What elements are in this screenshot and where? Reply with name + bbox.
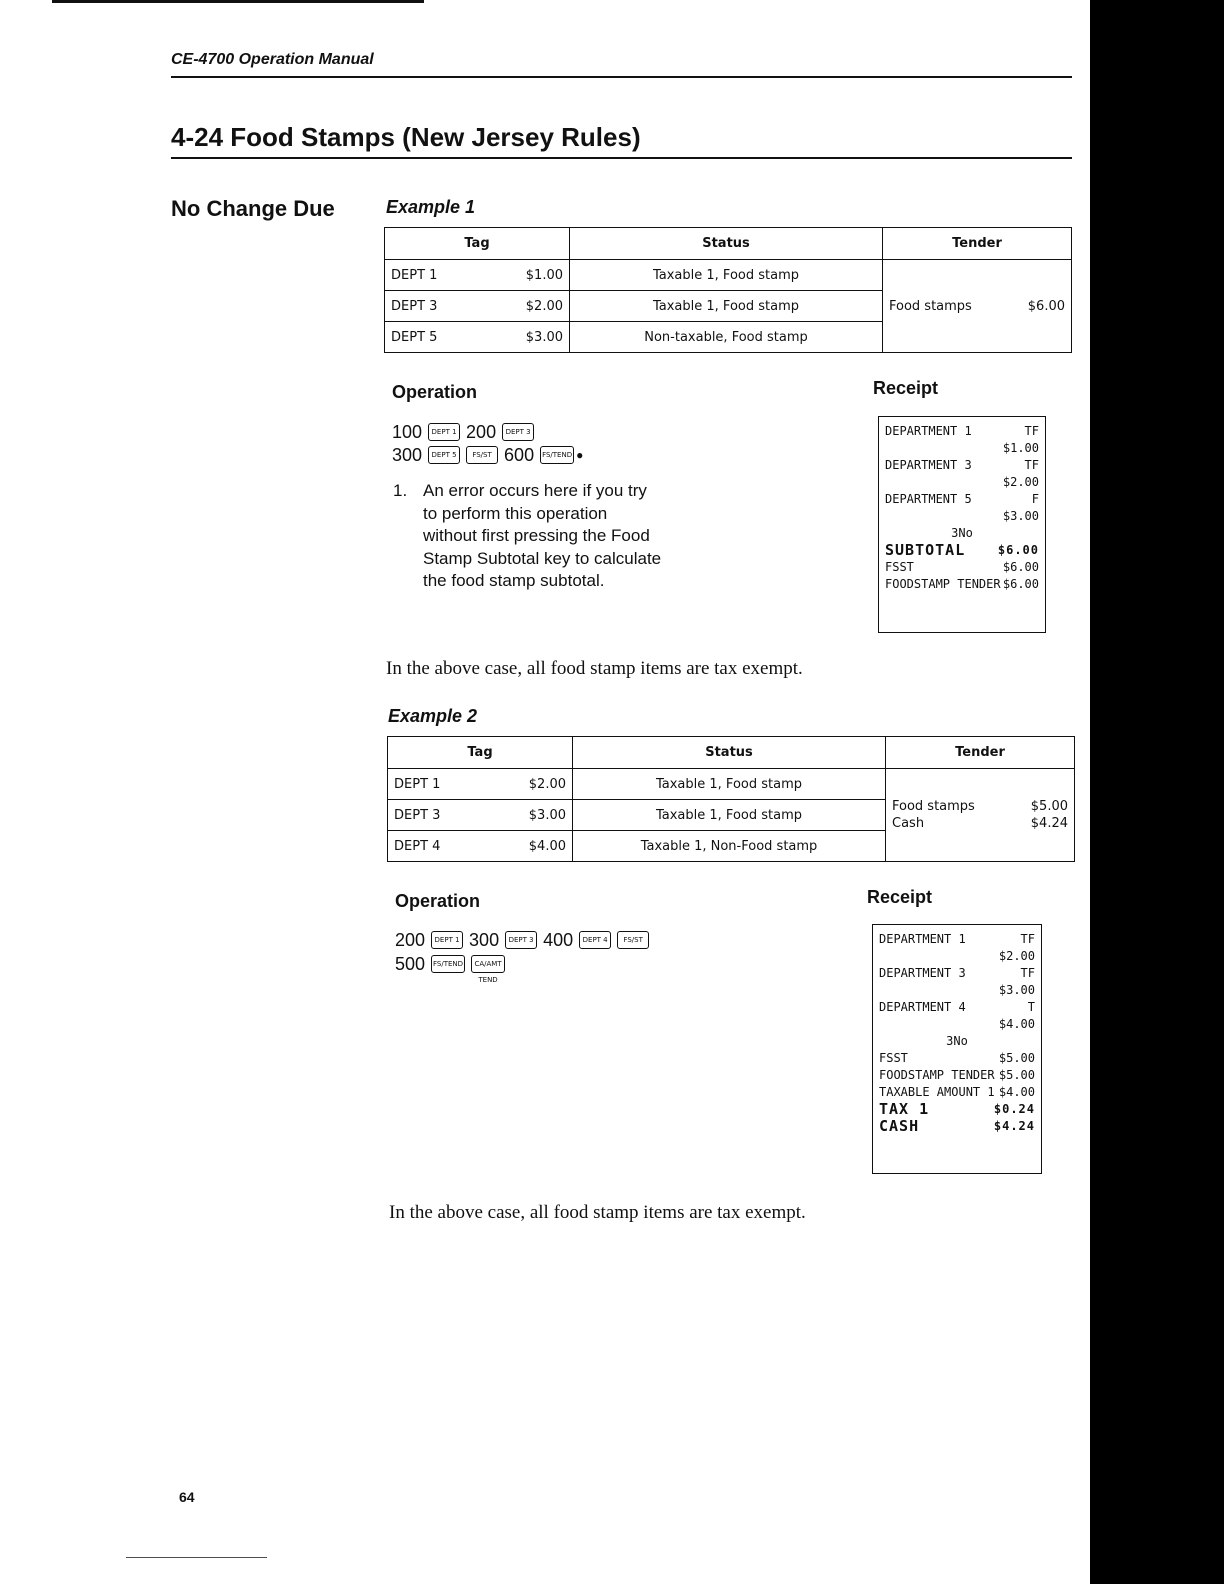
example-2-footnote: In the above case, all food stamp items are tax exempt. <box>389 1202 806 1223</box>
receipt-line-value: $4.00 <box>998 1017 1035 1031</box>
dept-amount: $3.00 <box>525 329 563 345</box>
status-cell: Taxable 1, Food stamp <box>570 291 883 322</box>
receipt-line-label: FOODSTAMP TENDER <box>879 1068 995 1082</box>
receipt-line <box>879 931 1035 948</box>
receipt-line <box>885 525 1039 542</box>
receipt-line-label: DEPARTMENT 5 <box>885 492 972 506</box>
tender-label: Food stamps <box>889 298 972 314</box>
receipt-line <box>879 982 1035 999</box>
operation-heading: Operation <box>392 382 478 402</box>
receipt-line-value: $1.00 <box>1002 441 1039 455</box>
receipt-line <box>885 423 1039 440</box>
receipt-line-value: $3.00 <box>998 983 1035 997</box>
dept-5-key-icon: DEPT 5 <box>428 446 460 464</box>
dept-label: DEPT 1 <box>391 267 438 283</box>
dept-1-key-icon: DEPT 1 <box>431 931 463 949</box>
example-2-table <box>387 736 1075 862</box>
fs-tend-key-icon: FS/TEND <box>540 446 574 464</box>
receipt-line-label: FSST <box>885 560 914 574</box>
tender-cell <box>883 260 1072 353</box>
receipt-2 <box>872 924 1042 1174</box>
receipt-line <box>879 1101 1035 1118</box>
dept-amount: $2.00 <box>528 776 566 792</box>
receipt-line <box>885 559 1039 576</box>
operation-amount: 100 <box>392 421 423 442</box>
top-rule <box>52 0 424 3</box>
dept-label: DEPT 1 <box>394 776 441 792</box>
tender-cell <box>886 769 1075 862</box>
receipt-line <box>879 965 1035 982</box>
table-row <box>388 800 573 831</box>
receipt-heading: Receipt <box>873 378 939 398</box>
section-title: 4-24 Food Stamps (New Jersey Rules) <box>171 122 641 152</box>
tender-label: Food stamps <box>892 799 975 814</box>
operation-line <box>395 952 505 984</box>
receipt-line-value: $5.00 <box>998 1068 1035 1082</box>
note-number: 1. <box>393 481 408 500</box>
operation-line <box>392 420 534 444</box>
page-number: 64 <box>179 1489 195 1505</box>
tag-header: Tag <box>385 228 570 260</box>
receipt-line-value: $4.24 <box>993 1119 1035 1133</box>
table-row <box>388 769 573 800</box>
dept-label: DEPT 3 <box>391 298 438 314</box>
dept-1-key-icon: DEPT 1 <box>428 423 460 441</box>
manual-title: CE-4700 Operation Manual <box>171 51 374 68</box>
operation-note <box>393 480 673 620</box>
table-row <box>388 831 573 862</box>
tender-amount: $4.24 <box>1030 816 1068 831</box>
receipt-line-value: T <box>1027 1000 1035 1014</box>
receipt-line <box>885 474 1039 491</box>
section-rule <box>171 157 1072 159</box>
receipt-line-value: TF <box>1024 458 1039 472</box>
table-row <box>385 322 570 353</box>
dept-3-key-icon: DEPT 3 <box>505 931 537 949</box>
receipt-line-value: $2.00 <box>998 949 1035 963</box>
operation-amount: 300 <box>392 444 423 465</box>
receipt-line-value: $0.24 <box>993 1102 1035 1116</box>
dept-amount: $4.00 <box>528 838 566 854</box>
receipt-line <box>879 1033 1035 1050</box>
example-1-footnote: In the above case, all food stamp items are tax exempt. <box>386 658 803 679</box>
example-2-title: Example 2 <box>388 706 478 726</box>
receipt-line-label: TAXABLE AMOUNT 1 <box>879 1085 995 1099</box>
table-row <box>385 260 570 291</box>
fs-st-key-icon: FS/ST <box>466 446 498 464</box>
receipt-line-value: $3.00 <box>1002 509 1039 523</box>
receipt-line <box>879 1084 1035 1101</box>
tender-header: Tender <box>883 228 1072 260</box>
dept-amount: $3.00 <box>528 807 566 823</box>
operation-amount: 500 <box>395 953 426 974</box>
note-text: An error occurs here if you try to perform this operation without first pressing the Food Stamp Subtotal key to calculate the food stamp subtotal. <box>423 481 662 590</box>
status-cell: Non-taxable, Food stamp <box>570 322 883 353</box>
receipt-line-label: CASH <box>879 1117 920 1135</box>
tender-label: Cash <box>892 816 925 831</box>
receipt-line <box>885 576 1039 593</box>
status-cell: Taxable 1, Food stamp <box>573 800 886 831</box>
receipt-line <box>885 440 1039 457</box>
receipt-line-label: TAX 1 <box>879 1100 930 1118</box>
receipt-line-value: $5.00 <box>998 1051 1035 1065</box>
header-rule <box>171 76 1072 78</box>
tag-header: Tag <box>388 737 573 769</box>
receipt-1 <box>878 416 1046 633</box>
example-1-title: Example 1 <box>386 197 476 217</box>
status-header: Status <box>573 737 886 769</box>
status-cell: Taxable 1, Food stamp <box>570 260 883 291</box>
receipt-line <box>879 1050 1035 1067</box>
receipt-line-value: $6.00 <box>997 543 1039 557</box>
receipt-line <box>885 457 1039 474</box>
receipt-line-label: FSST <box>879 1051 908 1065</box>
bottom-rule <box>126 1557 267 1558</box>
status-header: Status <box>570 228 883 260</box>
receipt-line-value: $6.00 <box>1002 560 1039 574</box>
tender-amount: $6.00 <box>1027 298 1065 314</box>
footnote-marker: ● <box>576 448 584 462</box>
page-edge-shadow <box>1090 0 1224 1584</box>
receipt-line-value: TF <box>1020 932 1035 946</box>
receipt-line-value: $6.00 <box>1002 577 1039 591</box>
receipt-line-value: $4.00 <box>998 1085 1035 1099</box>
receipt-line <box>879 948 1035 965</box>
receipt-line-value: TF <box>1024 424 1039 438</box>
operation-line <box>395 928 649 952</box>
dept-amount: $1.00 <box>525 267 563 283</box>
receipt-line-label: DEPARTMENT 4 <box>879 1000 966 1014</box>
dept-label: DEPT 5 <box>391 329 438 345</box>
receipt-line <box>885 508 1039 525</box>
receipt-line-label: DEPARTMENT 1 <box>885 424 972 438</box>
table-row <box>385 291 570 322</box>
tender-amount: $5.00 <box>1030 799 1068 814</box>
dept-label: DEPT 3 <box>394 807 441 823</box>
receipt-heading: Receipt <box>867 887 933 907</box>
receipt-line <box>885 491 1039 508</box>
receipt-line <box>879 1118 1035 1135</box>
dept-4-key-icon: DEPT 4 <box>579 931 611 949</box>
receipt-line-label: FOODSTAMP TENDER <box>885 577 1001 591</box>
operation-amount: 600 <box>504 444 535 465</box>
dept-amount: $2.00 <box>525 298 563 314</box>
tender-header: Tender <box>886 737 1075 769</box>
receipt-line <box>879 1016 1035 1033</box>
status-cell: Taxable 1, Non-Food stamp <box>573 831 886 862</box>
receipt-line-label: 3No <box>946 1034 968 1048</box>
receipt-line-label: DEPARTMENT 3 <box>885 458 972 472</box>
dept-label: DEPT 4 <box>394 838 441 854</box>
receipt-line-label: DEPARTMENT 1 <box>879 932 966 946</box>
receipt-line-value: $2.00 <box>1002 475 1039 489</box>
example-1-table <box>384 227 1072 353</box>
operation-amount: 300 <box>469 929 500 950</box>
receipt-line-label: 3No <box>951 526 973 540</box>
operation-line <box>392 443 583 467</box>
receipt-line <box>879 999 1035 1016</box>
fs-st-key-icon: FS/ST <box>617 931 649 949</box>
receipt-line-value: F <box>1031 492 1039 506</box>
receipt-line <box>879 1067 1035 1084</box>
operation-heading: Operation <box>395 891 481 911</box>
side-heading: No Change Due <box>171 196 335 221</box>
receipt-line-label: SUBTOTAL <box>885 541 966 559</box>
operation-amount: 200 <box>466 421 497 442</box>
ca-amt-tend-key-icon: CA/AMT TEND <box>471 955 505 973</box>
operation-amount: 400 <box>543 929 574 950</box>
receipt-line <box>885 542 1039 559</box>
status-cell: Taxable 1, Food stamp <box>573 769 886 800</box>
receipt-line-label: DEPARTMENT 3 <box>879 966 966 980</box>
operation-amount: 200 <box>395 929 426 950</box>
dept-3-key-icon: DEPT 3 <box>502 423 534 441</box>
fs-tend-key-icon: FS/TEND <box>431 955 465 973</box>
receipt-line-value: TF <box>1020 966 1035 980</box>
